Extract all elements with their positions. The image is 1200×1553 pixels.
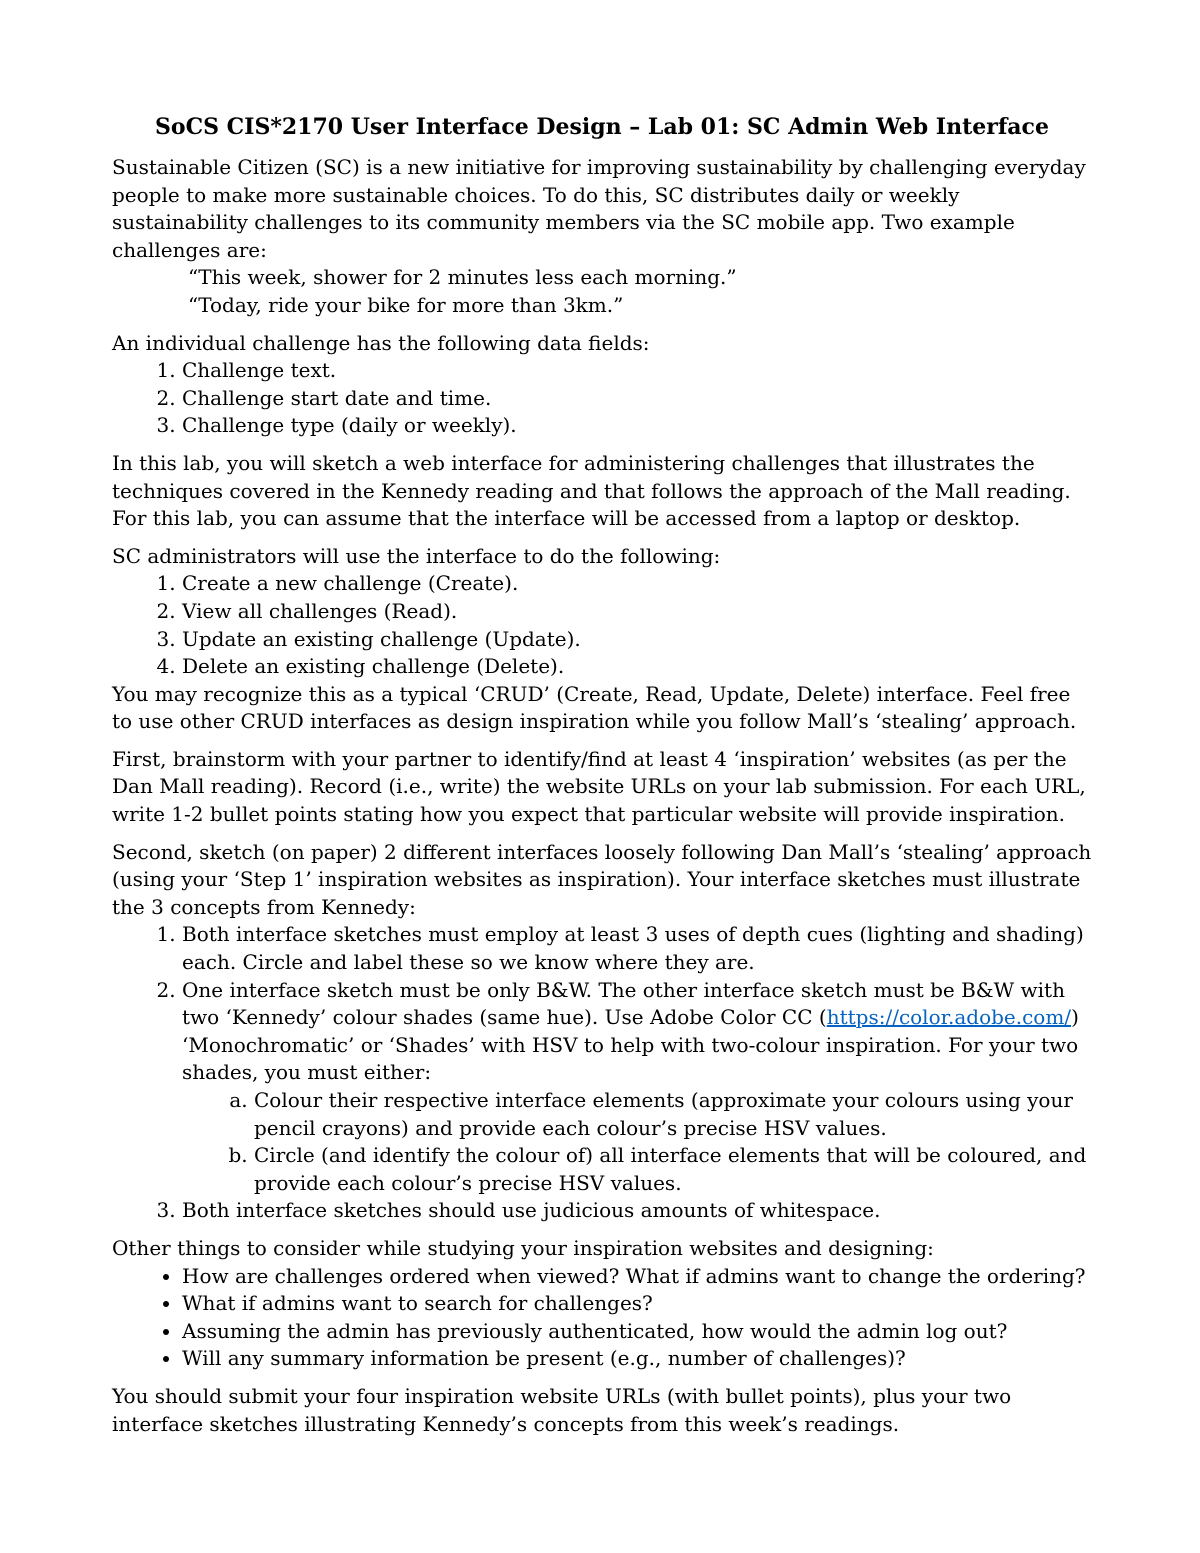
document-page [112, 112, 1092, 1438]
other-intro: Other things to consider while studying your inspiration websites and designing: [112, 1235, 934, 1260]
example-challenge: “This week, shower for 2 minutes less each morning.” [188, 265, 737, 290]
example-challenge: “Today, ride your bike for more than 3km.” [188, 292, 624, 317]
concept-text: One interface sketch must be only B&W. The other interface sketch must be B&W with two ‘Kennedy’ colour shades (same hue). Use Adobe Color CC ( [182, 977, 1065, 1030]
second-step-paragraph: Second, sketch (on paper) 2 different interfaces loosely following Dan Mall’s ‘stealing’ approach (using your ‘Step 1’ inspiration websites as inspiration). Your interface sketches must illustrate the 3 concepts from Kennedy: [112, 839, 1092, 919]
admin-intro: SC administrators will use the interface to do the following: [112, 543, 721, 568]
fields-intro: An individual challenge has the following data fields: [112, 330, 650, 355]
list-item: 1. Challenge text. [182, 357, 1092, 385]
list-item: • Will any summary information be present (e.g., number of challenges)? [182, 1345, 1092, 1373]
list-item: 4. Delete an existing challenge (Delete). [182, 653, 1092, 681]
list-item: b. Circle (and identify the colour of) all interface elements that will be coloured, and provide each colour’s precise HSV values. [254, 1142, 1092, 1197]
list-item: 3. Challenge type (daily or weekly). [182, 412, 1092, 440]
fields-list [112, 357, 1092, 440]
concepts-list [112, 921, 1092, 1225]
submission-paragraph: You should submit your four inspiration website URLs (with bullet points), plus your two interface sketches illustrating Kennedy’s concepts from this week’s readings. [112, 1383, 1012, 1436]
list-item: a. Colour their respective interface elements (approximate your colours using your pencil crayons) and provide each colour’s precise HSV values. [254, 1087, 1092, 1142]
list-item: • How are challenges ordered when viewed? What if admins want to change the ordering? [182, 1263, 1092, 1291]
intro-paragraph: Sustainable Citizen (SC) is a new initiative for improving sustainability by challenging everyday people to make more sustainable choices. To do this, SC distributes daily or weekly sustainability challenges to its community members via the SC mobile app. Two example challenges are: [112, 155, 1086, 262]
list-item: 1. Create a new challenge (Create). [182, 570, 1092, 598]
list-item: 3. Update an existing challenge (Update). [182, 626, 1092, 654]
list-item: • What if admins want to search for challenges? [182, 1290, 1092, 1318]
admin-tasks-list [112, 570, 1092, 680]
crud-note-paragraph: You may recognize this as a typical ‘CRUD’ (Create, Read, Update, Delete) interface. Feel free to use other CRUD interfaces as design inspiration while you follow Mall’s ‘stealing’ approach. [112, 681, 1077, 734]
list-item: 2. Challenge start date and time. [182, 385, 1092, 413]
other-considerations-list [112, 1263, 1092, 1373]
list-item: 1. Both interface sketches must employ at least 3 uses of depth cues (lighting and shading) each. Circle and label these so we know where they are. [182, 921, 1092, 976]
shades-sublist [182, 1087, 1092, 1197]
concept-text: ) ‘Monochromatic’ or ‘Shades’ with HSV to help with two-colour inspiration. For your two shades, you must either: [182, 1005, 1079, 1085]
lab-intro-paragraph: In this lab, you will sketch a web interface for administering challenges that illustrates the techniques covered in the Kennedy reading and that follows the approach of the Mall reading. For this lab, you can assume that the interface will be accessed from a laptop or desktop. [112, 450, 1071, 531]
first-step-paragraph: First, brainstorm with your partner to identify/find at least 4 ‘inspiration’ websites (as per the Dan Mall reading). Record (i.e., write) the website URLs on your lab submission. For each URL, write 1-2 bullet points stating how you expect that particular website will provide inspiration. [112, 746, 1086, 827]
adobe-color-link[interactable]: https://color.adobe.com/ [826, 1005, 1072, 1030]
list-item: 3. Both interface sketches should use judicious amounts of whitespace. [182, 1197, 1092, 1225]
list-item: 2. View all challenges (Read). [182, 598, 1092, 626]
page-title: SoCS CIS*2170 User Interface Design – Lab 01: SC Admin Web Interface [155, 114, 1049, 140]
list-item [182, 977, 1092, 1198]
list-item: • Assuming the admin has previously authenticated, how would the admin log out? [182, 1318, 1092, 1346]
